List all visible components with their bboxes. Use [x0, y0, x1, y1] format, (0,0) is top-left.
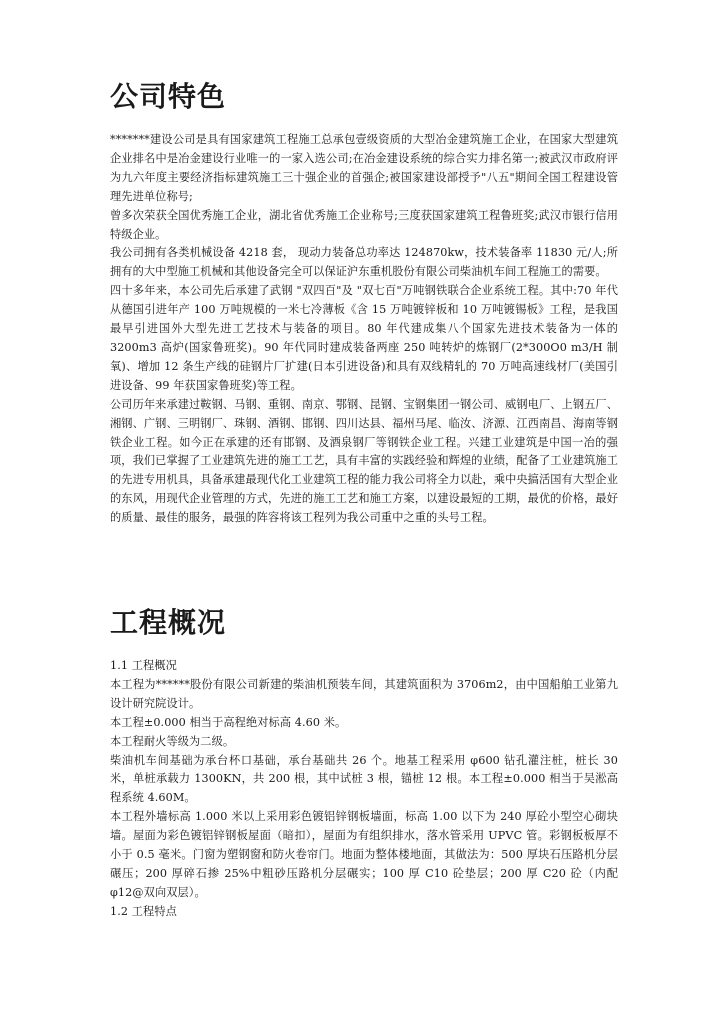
- paragraph: 本工程为******股份有限公司新建的柴油机预装车间，其建筑面积为 3706m2，由中国船舶工业第九设计研究院设计。: [110, 677, 618, 710]
- paragraph: 公司历年来承建过鞍钢、马钢、重钢、南京、鄂钢、昆钢、宝钢集团一钢公司、威钢电厂、上钢五厂、湘钢、广钢、三明钢厂、珠钢、酒钢、邯钢、四川达县、福州马尾、临汝、济源、江西南昌、海南等钢铁企业工程。如今正在承建的还有邯钢、及酒泉钢厂等钢铁企业工程。兴建工业建筑是中国一冶的强项，我们已掌握了工业建筑先进的施工工艺，具有丰富的实践经验和辉煌的业绩，配备了工业建筑施工的先进专用机具，具备承建最现代化工业建筑工程的能力我公司将全力以赴，乘中央搞活国有大型企业的东风，用现代企业管理的方式，先进的施工工艺和施工方案，以建设最短的工期，最优的价格，最好的质量、最佳的服务，最强的阵容将该工程列为我公司重中之重的头号工程。: [110, 397, 618, 525]
- paragraph: *******建设公司是具有国家建筑工程施工总承包壹级资质的大型冶金建筑施工企业，在国家大型建筑企业排名中是冶金建设行业唯一的一家入选公司;在冶金建设系统的综合实力排名第一;被武汉市政府评为九六年度主要经济指标建筑施工三十强企业的首强企;被国家建设部授予"八五"期间全国工程建设管理先进单位称号;: [110, 133, 618, 203]
- paragraph: 本工程外墙标高 1.000 米以上采用彩色镀铝锌钢板墙面，标高 1.00 以下为 240 厚砼小型空心砌块墙。屋面为彩色镀铝锌钢板屋面（暗扣），屋面为有组织排水，落水管采用 UPVC 管。彩钢板板厚不小于 0.5 毫米。门窗为塑钢窗和防火卷帘门。地面为整体楼地面，其做法为：500 厚块石压路机分层碾压；200 厚碎石掺 25%中粗砂压路机分层碾实；100 厚 C10 砼垫层；200 厚 C20 砼（内配 φ12@双向双层）。: [110, 810, 618, 899]
- paragraph: 四十多年来，本公司先后承建了武钢 "双四百"及 "双七百"万吨钢铁联合企业系统工程。其中:70 年代从德国引进年产 100 万吨规模的一米七冷薄板《含 15 万吨镀锌板和 10 万吨镀锡板》工程，是我国最早引进国外大型先进工艺技术与装备的项目。80 年代建成集八个国家先进技术装备为一体的 3200m3 高炉(国家鲁班奖)。90 年代同时建成装备两座 250 吨转炉的炼钢厂(2*300O0 m3/H 制氧)、增加 12 条生产线的硅钢片厂扩建(日本引进设备)和具有双线精轧的 70 万吨高速线材厂(美国引进设备、99 年获国家鲁班奖)等工程。: [110, 284, 618, 392]
- paragraph: 本工程±0.000 相当于高程绝对标高 4.60 米。: [110, 715, 347, 729]
- section-title-company-features: 公司特色: [110, 80, 227, 113]
- paragraph: 我公司拥有各类机械设备 4218 套， 现动力装备总功率达 124870kw，技术装备率 11830 元/人;所拥有的大中型施工机械和其他设备完全可以保证沪东重机股份有限公司柴油机车间工程施工的需要。: [110, 246, 618, 279]
- subsection-heading: 1.2 工程特点: [110, 904, 177, 918]
- paragraph: 柴油机车间基础为承台杯口基础，承台基础共 26 个。地基工程采用 φ600 钻孔灌注桩，桩长 30 米，单桩承载力 1300KN，共 200 根，其中试桩 3 根，锚桩 12 根。本工程±0.000 相当于吴淞高程系统 4.60M。: [110, 753, 618, 805]
- section-body-project-overview: [110, 657, 618, 922]
- subsection-heading: 1.1 工程概况: [110, 659, 177, 672]
- paragraph: 曾多次荣获全国优秀施工企业，湖北省优秀施工企业称号;三度获国家建筑工程鲁班奖;武汉市银行信用特级企业。: [110, 208, 618, 241]
- section-body-company-features: [110, 131, 618, 528]
- section-title-project-overview: 工程概况: [110, 606, 227, 639]
- paragraph: 本工程耐火等级为二级。: [110, 734, 235, 748]
